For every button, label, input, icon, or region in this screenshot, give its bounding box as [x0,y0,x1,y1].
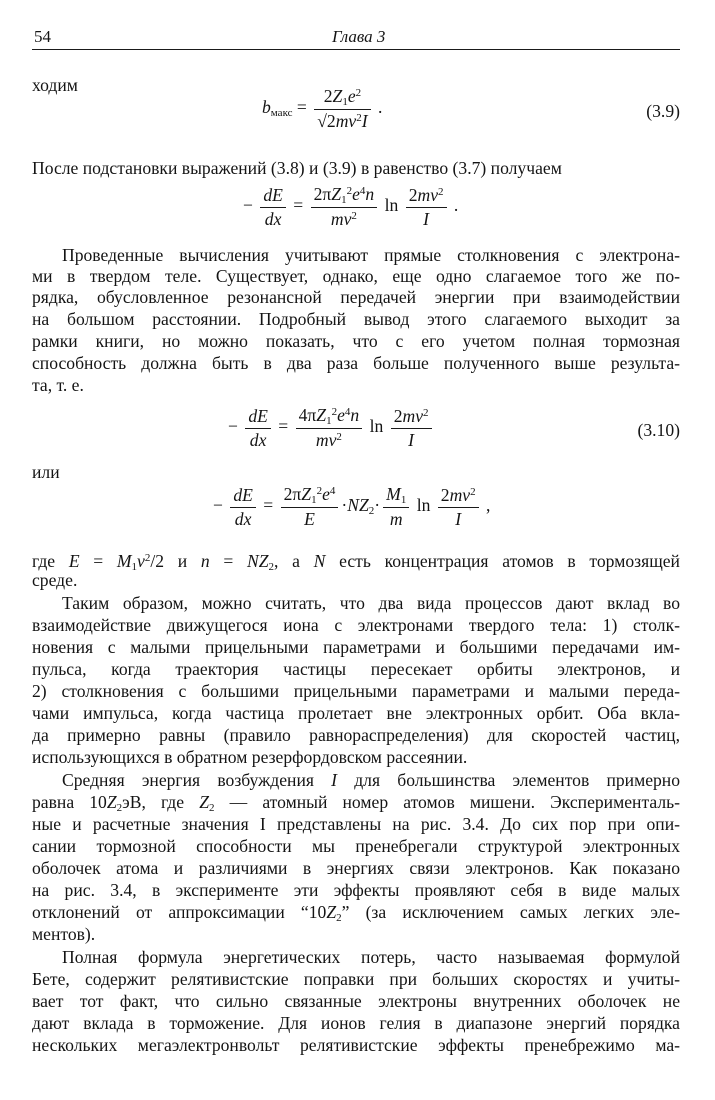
text-line: рамки книги, но можно показать, что с его учетом полная тормозная [32,331,680,351]
text-line-mixed: отклонений от аппроксимации “$10Z_2$” (за исключением самых легких эле- [32,902,681,924]
page-number: 54 [34,27,51,46]
running-header [32,27,680,50]
equation-number: (3.10) [637,420,680,440]
text-line-mixed: равна $10Z_2эВ$, где $Z_2$ — атомный номер атомов мишени. Эксперименталь- [32,792,680,814]
text-line-mixed: Средняя энергия возбуждения I для большинства элементов примерно [62,770,681,790]
text-line: вает тот факт, что сильно связанные электроны внутренних оболочек не [32,991,680,1011]
stopping-power-equation-nz: − $\frac{dE}{dx}$ = $\frac{2\pi Z_1^2e^4}{E}$ $\cdot NZ_2\cdot$ $\frac{M_1}{m}$ ln $\frac{2mv^2}{I}$ , [213,484,491,529]
text-line: пульса, когда траектория частицы пересекает орбиты электронов, и [32,659,680,679]
text-line: использующихся в обратном резерфордовском рассеянии. [32,747,468,767]
text-line: ные и расчетные значения I представлены на рис. 3.4. До сих пор при опи- [32,814,680,834]
text-line: или [32,462,60,482]
text-line: Таким образом, можно считать, что два вида процессов дают вклад во [62,593,680,613]
text-line: 2) столкновения с большими прицельными параметрами и малыми переда- [32,681,680,701]
text-line: Проведенные вычисления учитывают прямые столкновения с электрона- [62,245,680,265]
text-line: сании тормозной способности мы пренебрегали структурой электронных [32,836,680,856]
equation-number: (3.9) [646,101,680,121]
text-line: оболочек атома и различиями в энергиях связи электронов. Как показано [32,858,680,878]
text-line: среде. [32,570,78,590]
text-line: чами импульса, когда частица пролетает вне электронных орбит. Оба вкла- [32,703,680,723]
text-line: ходим [32,75,78,95]
text-line: та, т. е. [32,375,84,395]
text-line: нескольких мегаэлектронвольт релятивистские эффекты пренебрежимо ма- [32,1035,680,1055]
text-line: ментов). [32,924,96,944]
equation-3-9: $b_{макс}$ = $\frac{2Z_1e^2}{√2mv^2I}$ . [262,86,383,131]
stopping-power-equation: − $\frac{dE}{dx}$ = $\frac{2\pi Z_1^2e^4n}{mv^2}$ ln $\frac{2mv^2}{I}$ . [243,184,459,229]
text-line: ми в твердом теле. Существует, однако, еще одно слагаемое того же по- [32,266,680,286]
text-line: взаимодействие движущегося иона с электронами твердого тела: 1) столк- [32,615,680,635]
text-line: на большом расстоянии. Подробный вывод этого слагаемого выходит за [32,309,680,329]
text-line: Полная формула энергетических потерь, часто называемая формулой [62,947,680,967]
text-line: новения с малыми прицельными параметрами и большими передачами им- [32,637,680,657]
text-line-mixed: где $E = M_1v^2/2$ и $n = NZ_2$, а N есть концентрация атомов в тормозящей [32,551,680,573]
text-line: да примерно равны (правило равнораспределения) для скоростей частиц, [32,725,680,745]
text-line: рядка, обусловленное резонансной передачей энергии при взаимодействии [32,287,680,307]
text-line: Бете, содержит релятивистские поправки при больших скоростях и учиты- [32,969,680,989]
text-line: После подстановки выражений (3.8) и (3.9) в равенство (3.7) получаем [32,158,562,178]
text-line: на рис. 3.4, в эксперименте эти эффекты проявляют себя в виде малых [32,880,680,900]
text-line: дают вклада в торможение. Для ионов гелия в диапазоне энергий порядка [32,1013,680,1033]
text-line: способность должна быть в два раза больше полученного выше результа- [32,353,680,373]
equation-3-10: − $\frac{dE}{dx}$ = $\frac{4\pi Z_1^2e^4n}{mv^2}$ ln $\frac{2mv^2}{I}$ [228,405,435,451]
chapter-title: Глава 3 [332,27,386,46]
